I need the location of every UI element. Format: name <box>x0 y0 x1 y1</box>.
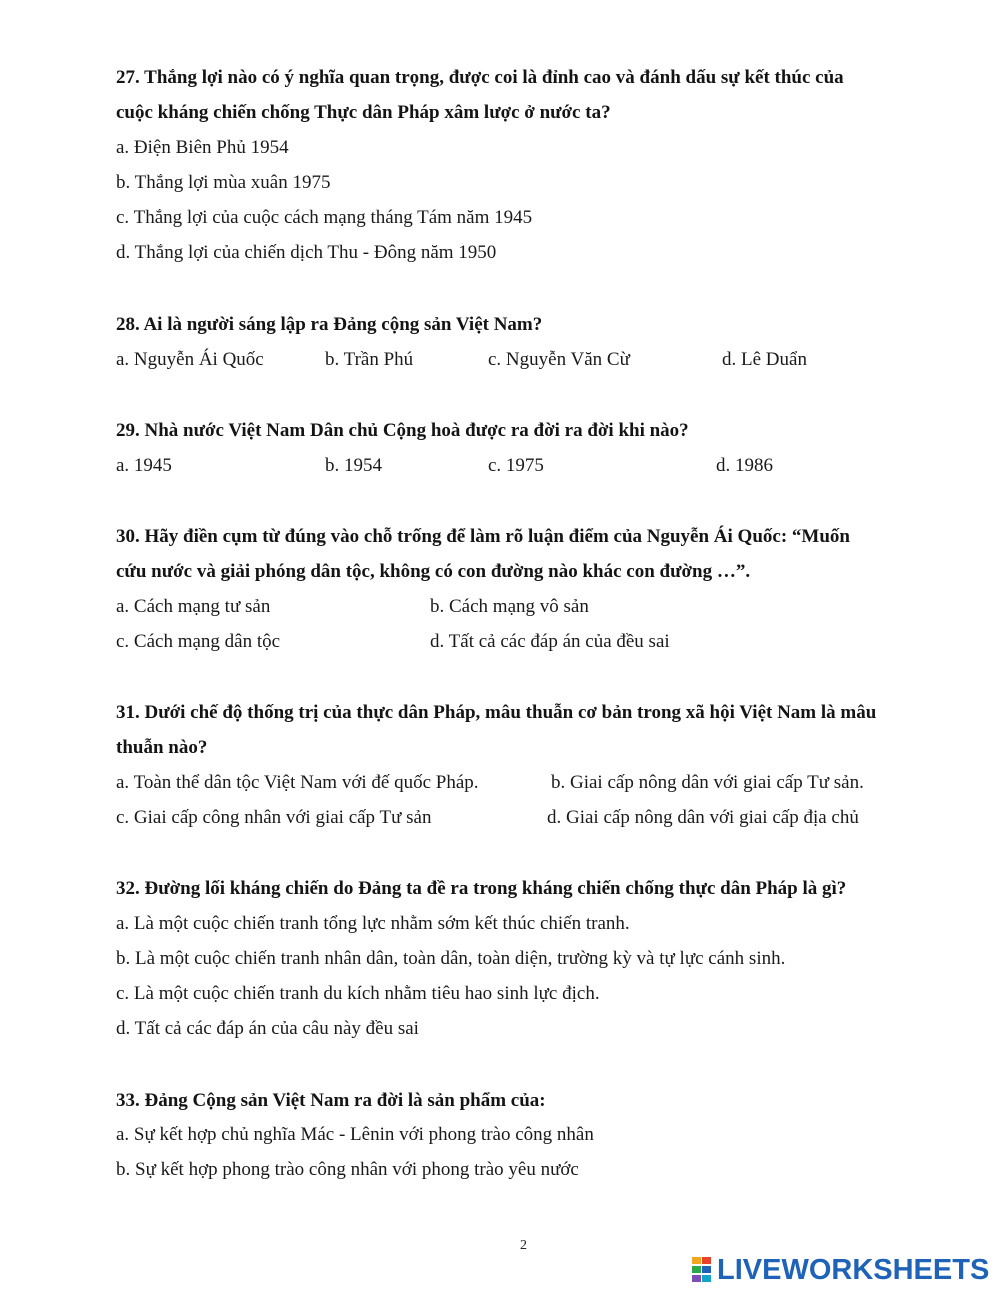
question-28-option-b[interactable]: b. Trần Phú <box>325 349 414 370</box>
question-28-option-d[interactable]: d. Lê Duẩn <box>722 349 807 370</box>
question-30-text-continued: cứu nước và giải phóng dân tộc, không có con đường nào khác con đường …”. <box>116 561 751 582</box>
question-33-option-a[interactable]: a. Sự kết hợp chủ nghĩa Mác - Lênin với phong trào công nhân <box>116 1124 594 1145</box>
question-29-text: 29. Nhà nước Việt Nam Dân chủ Cộng hoà được ra đời ra đời khi nào? <box>116 420 689 441</box>
question-32-option-b[interactable]: b. Là một cuộc chiến tranh nhân dân, toàn dân, toàn diện, trường kỳ và tự lực cánh sinh. <box>116 948 786 969</box>
page-number: 2 <box>520 1238 527 1253</box>
question-31-option-b[interactable]: b. Giai cấp nông dân với giai cấp Tư sản. <box>551 772 864 793</box>
question-27-text-continued: cuộc kháng chiến chống Thực dân Pháp xâm lược ở nước ta? <box>116 102 611 123</box>
question-27-option-b[interactable]: b. Thắng lợi mùa xuân 1975 <box>116 172 331 193</box>
question-31-text: 31. Dưới chế độ thống trị của thực dân Pháp, mâu thuẫn cơ bản trong xã hội Việt Nam là mâu <box>116 702 877 723</box>
question-32-option-c[interactable]: c. Là một cuộc chiến tranh du kích nhằm tiêu hao sinh lực địch. <box>116 983 600 1004</box>
question-32-option-d[interactable]: d. Tất cả các đáp án của câu này đều sai <box>116 1018 419 1039</box>
question-32-text: 32. Đường lối kháng chiến do Đảng ta đề ra trong kháng chiến chống thực dân Pháp là gì? <box>116 878 847 899</box>
question-31-option-a[interactable]: a. Toàn thể dân tộc Việt Nam với đế quốc Pháp. <box>116 772 479 793</box>
question-27-option-a[interactable]: a. Điện Biên Phủ 1954 <box>116 137 289 158</box>
question-31-option-d[interactable]: d. Giai cấp nông dân với giai cấp địa chủ <box>547 807 859 828</box>
brand-name: LIVEWORKSHEETS <box>717 1253 990 1286</box>
question-30-option-a[interactable]: a. Cách mạng tư sản <box>116 596 271 617</box>
question-30-option-c[interactable]: c. Cách mạng dân tộc <box>116 631 281 652</box>
question-33-text: 33. Đảng Cộng sản Việt Nam ra đời là sản phẩm của: <box>116 1090 546 1111</box>
liveworksheets-grid-icon <box>692 1257 712 1283</box>
question-28-option-a[interactable]: a. Nguyễn Ái Quốc <box>116 349 264 370</box>
question-31-text-continued: thuẫn nào? <box>116 737 208 758</box>
question-29-option-c[interactable]: c. 1975 <box>488 455 544 476</box>
question-28-text: 28. Ai là người sáng lập ra Đảng cộng sản Việt Nam? <box>116 314 543 335</box>
question-31-option-c[interactable]: c. Giai cấp công nhân với giai cấp Tư sản <box>116 807 432 828</box>
question-32-option-a[interactable]: a. Là một cuộc chiến tranh tổng lực nhằm sớm kết thúc chiến tranh. <box>116 913 630 934</box>
question-33-option-b[interactable]: b. Sự kết hợp phong trào công nhân với phong trào yêu nước <box>116 1159 579 1180</box>
question-29-option-b[interactable]: b. 1954 <box>325 455 382 476</box>
question-30-option-d[interactable]: d. Tất cả các đáp án của đều sai <box>430 631 670 652</box>
question-27-option-d[interactable]: d. Thắng lợi của chiến dịch Thu - Đông năm 1950 <box>116 242 497 263</box>
question-30-option-b[interactable]: b. Cách mạng vô sản <box>430 596 589 617</box>
question-29-option-a[interactable]: a. 1945 <box>116 455 172 476</box>
question-27-text: 27. Thắng lợi nào có ý nghĩa quan trọng, được coi là đỉnh cao và đánh dấu sự kết thúc của <box>116 67 844 88</box>
question-28-option-c[interactable]: c. Nguyễn Văn Cừ <box>488 349 630 370</box>
question-29-option-d[interactable]: d. 1986 <box>716 455 773 476</box>
liveworksheets-logo[interactable] <box>692 1253 989 1287</box>
question-27-option-c[interactable]: c. Thắng lợi của cuộc cách mạng tháng Tám năm 1945 <box>116 207 533 228</box>
question-30-text: 30. Hãy điền cụm từ đúng vào chỗ trống để làm rõ luận điểm của Nguyễn Ái Quốc: “Muốn <box>116 526 850 547</box>
